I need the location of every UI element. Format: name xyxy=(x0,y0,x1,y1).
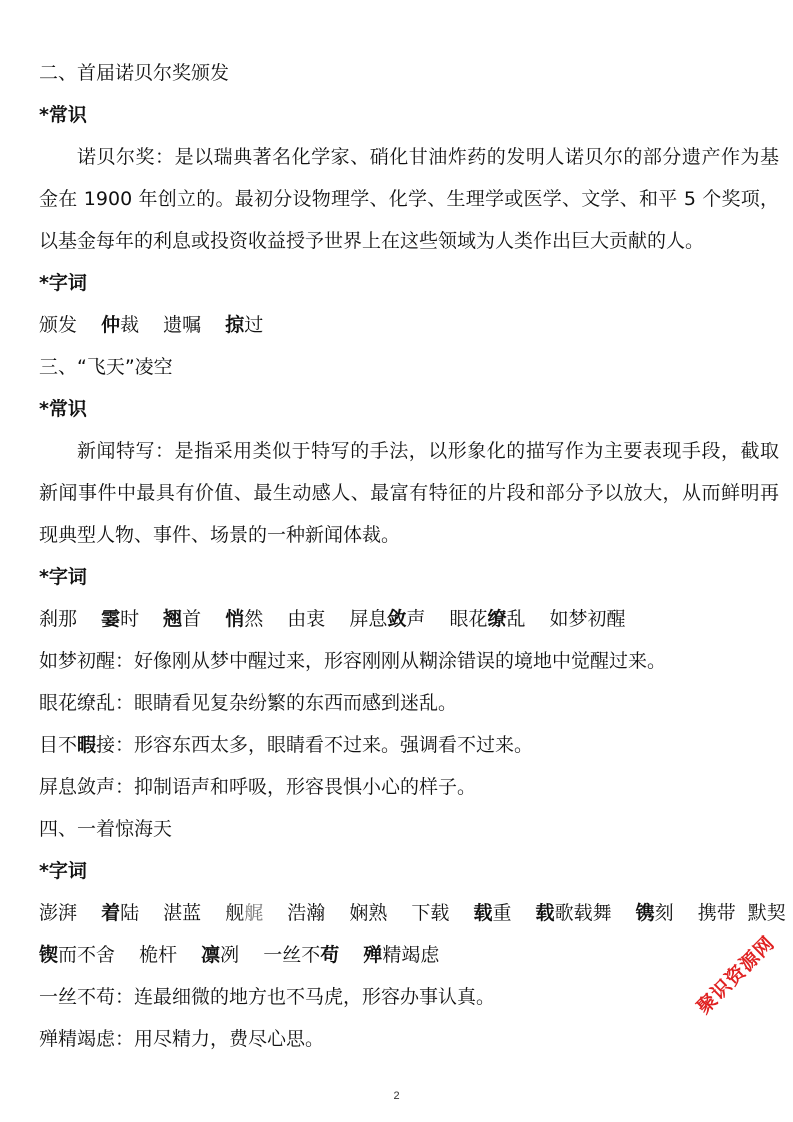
label-common-knowledge: *常识 xyxy=(39,104,87,126)
vocab-word: 下载 xyxy=(411,902,450,924)
vocab-word: 由衷 xyxy=(287,608,326,630)
vocab-word: 颁发 xyxy=(39,314,78,336)
document-page xyxy=(39,52,786,1060)
vocab-word: 翘首 xyxy=(163,608,202,630)
vocabulary-list xyxy=(39,934,779,976)
vocab-word: 霎时 xyxy=(101,608,140,630)
vocab-word: 娴熟 xyxy=(349,902,388,924)
vocab-word: 舰艉 xyxy=(225,902,264,924)
vocab-word: 遗嘱 xyxy=(163,314,202,336)
definition-line: 眼花缭乱：眼睛看见复杂纷繁的东西而感到迷乱。 xyxy=(39,692,458,714)
vocab-word: 掠过 xyxy=(225,314,264,336)
vocab-word: 携带 xyxy=(697,902,736,924)
definition-line: 殚精竭虑：用尽精力，费尽心思。 xyxy=(39,1028,325,1050)
definition-line: 目不暇接：形容东西太多，眼睛看不过来。强调看不过来。 xyxy=(39,734,534,756)
vocab-word: 澎湃 xyxy=(39,902,78,924)
vocab-word: 锲而不舍 xyxy=(39,944,116,966)
vocab-word: 刹那 xyxy=(39,608,78,630)
vocab-word: 湛蓝 xyxy=(163,902,202,924)
section-heading-carrier: 四、一着惊海天 xyxy=(39,818,173,840)
vocab-word: 眼花缭乱 xyxy=(449,608,526,630)
vocab-word: 凛冽 xyxy=(201,944,240,966)
definition-line: 屏息敛声：抑制语声和呼吸，形容畏惧小心的样子。 xyxy=(39,776,477,798)
vocab-word: 一丝不苟 xyxy=(263,944,340,966)
vocab-word: 着陆 xyxy=(101,902,140,924)
vocab-word: 载歌载舞 xyxy=(535,902,612,924)
vocab-word: 载重 xyxy=(473,902,512,924)
definition-line: 一丝不苟：连最细微的地方也不马虎，形容办事认真。 xyxy=(39,986,496,1008)
label-vocabulary: *字词 xyxy=(39,566,87,588)
label-vocabulary: *字词 xyxy=(39,272,87,294)
page-number: 2 xyxy=(393,1090,400,1102)
section-heading-feitian: 三、“飞天”凌空 xyxy=(39,356,173,378)
watermark-logo: 聚识资源网 xyxy=(692,932,780,1019)
paragraph-news-feature: 新闻特写：是指采用类似于特写的手法，以形象化的描写作为主要表现手段，截取新闻事件中最具有价值、最生动感人、最富有特征的片段和部分予以放大，从而鲜明再现典型人物、事件、场景的一种新闻体裁。 xyxy=(39,440,779,546)
vocab-word: 悄然 xyxy=(225,608,264,630)
label-common-knowledge: *常识 xyxy=(39,398,87,420)
vocab-word: 镌刻 xyxy=(635,902,674,924)
vocab-word: 殚精竭虑 xyxy=(363,944,440,966)
vocabulary-list xyxy=(39,598,779,640)
vocabulary-list xyxy=(39,304,779,346)
section-heading-nobel: 二、首届诺贝尔奖颁发 xyxy=(39,62,230,84)
definition-line: 如梦初醒：好像刚从梦中醒过来，形容刚刚从糊涂错误的境地中觉醒过来。 xyxy=(39,650,667,672)
paragraph-nobel-prize: 诺贝尔奖：是以瑞典著名化学家、硝化甘油炸药的发明人诺贝尔的部分遗产作为基金在 1900 年创立的。最初分设物理学、化学、生理学或医学、文学、和平 5 个奖项，以基金每年的利息或投资收益授予世界上在这些领域为人类作出巨大贡献的人。 xyxy=(39,146,779,252)
vocab-word: 屏息敛声 xyxy=(349,608,426,630)
vocab-word: 桅杆 xyxy=(139,944,178,966)
vocabulary-list xyxy=(39,892,786,934)
vocab-word: 默契 xyxy=(747,902,786,924)
vocab-word: 浩瀚 xyxy=(287,902,326,924)
vocab-word: 如梦初醒 xyxy=(549,608,626,630)
label-vocabulary: *字词 xyxy=(39,860,87,882)
vocab-word: 仲裁 xyxy=(101,314,140,336)
